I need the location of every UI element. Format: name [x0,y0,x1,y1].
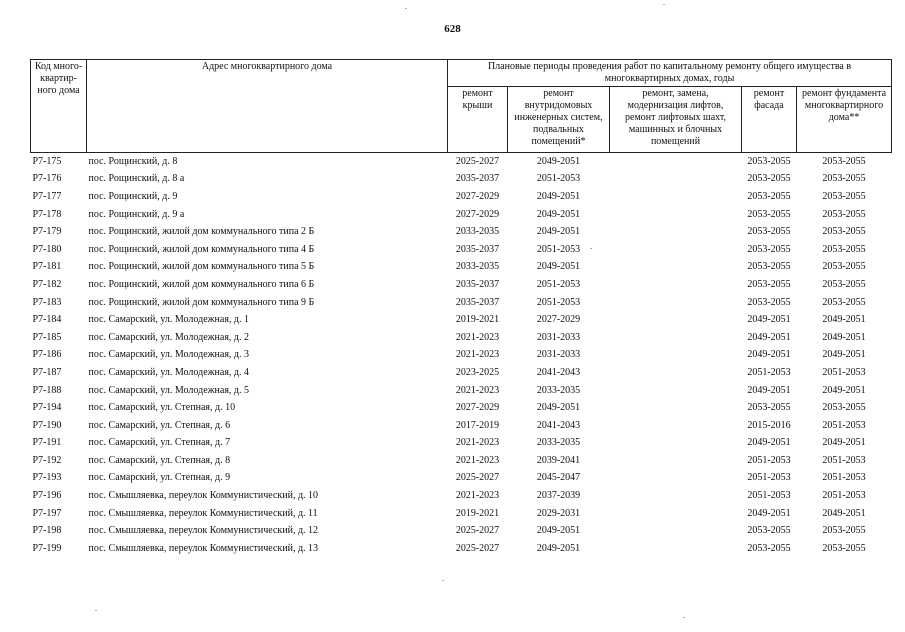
cell-address: пос. Рощинский, д. 8 [88,155,178,167]
table-row [31,171,892,189]
cell-code: Р7-180 [32,243,62,255]
cell-address: пос. Самарский, ул. Молодежная, д. 3 [88,349,250,361]
cell-foundation: 2049-2051 [822,349,866,361]
cell-facade: 2053-2055 [747,226,791,238]
cell-elevators [610,470,742,488]
cell-roof: 2021-2023 [455,349,500,361]
cell-address: пос. Рощинский, д. 8 а [88,173,185,185]
cell-foundation: 2053-2055 [822,226,866,238]
cell-elevators [610,435,742,453]
table-row [31,417,892,435]
cell-elevators [610,399,742,417]
cell-code: Р7-184 [32,314,62,326]
cell-foundation: 2053-2055 [822,173,866,185]
cell-address: пос. Самарский, ул. Молодежная, д. 4 [88,366,250,378]
cell-address: пос. Рощинский, д. 9 а [88,208,185,220]
cell-code: Р7-188 [32,384,62,396]
table-row [31,153,892,171]
cell-engineering: 2051-2053 [536,173,581,185]
cell-facade: 2049-2051 [747,384,791,396]
cell-address: пос. Рощинский, жилой дом коммунального типа 6 Б [88,278,315,290]
table-row [31,364,892,382]
cell-address: пос. Самарский, ул. Молодежная, д. 2 [88,331,250,343]
cell-foundation: 2053-2055 [822,278,866,290]
cell-elevators [610,364,742,382]
table-row [31,382,892,400]
cell-elevators [610,452,742,470]
cell-foundation: 2049-2051 [822,507,866,519]
cell-engineering: 2031-2033 [536,331,581,343]
scan-speck [442,580,444,581]
table-row [31,241,892,259]
cell-address: пос. Рощинский, жилой дом коммунального типа 9 Б [88,296,315,308]
cell-facade: 2053-2055 [747,525,791,537]
table-row [31,540,892,558]
cell-elevators [610,382,742,400]
cell-engineering: 2037-2039 [536,490,581,502]
cell-engineering: 2049-2051 [536,190,581,202]
cell-roof: 2021-2023 [455,331,500,343]
cell-address: пос. Рощинский, жилой дом коммунального типа 5 Б [88,261,315,273]
cell-engineering: 2031-2033 [536,349,581,361]
cell-roof: 2025-2027 [455,542,500,554]
cell-foundation: 2049-2051 [822,331,866,343]
header-engineering: ремонт внутридомовых инженерных систем, подвальных помещений* [508,87,610,153]
header-address: Адрес многоквартирного дома [87,60,448,153]
cell-elevators [610,487,742,505]
cell-facade: 2049-2051 [747,507,791,519]
cell-engineering: 2049-2051 [536,155,581,167]
cell-elevators [610,294,742,312]
cell-engineering: 2049-2051 [536,525,581,537]
cell-engineering: 2033-2035 [536,384,581,396]
cell-engineering: 2049-2051 [536,542,581,554]
cell-elevators [610,347,742,365]
cell-engineering: 2051-2053 [536,243,581,255]
cell-foundation: 2053-2055 [822,542,866,554]
cell-engineering: 2041-2043 [536,366,581,378]
cell-roof: 2033-2035 [455,261,500,273]
cell-facade: 2015-2016 [747,419,791,431]
cell-facade: 2051-2053 [747,472,791,484]
cell-address: пос. Смышляевка, переулок Коммунистический, д. 11 [88,507,318,519]
cell-code: Р7-199 [32,542,62,554]
cell-roof: 2023-2025 [455,366,500,378]
cell-address: пос. Смышляевка, переулок Коммунистический, д. 10 [88,490,319,502]
cell-elevators [610,259,742,277]
table-row [31,294,892,312]
cell-elevators [610,171,742,189]
cell-foundation: 2049-2051 [822,314,866,326]
cell-elevators [610,223,742,241]
table-row [31,470,892,488]
cell-engineering: 2051-2053 [536,296,581,308]
cell-roof: 2021-2023 [455,490,500,502]
cell-foundation: 2053-2055 [822,525,866,537]
cell-facade: 2053-2055 [747,296,791,308]
cell-address: пос. Рощинский, жилой дом коммунального типа 2 Б [88,226,315,238]
scan-speck [95,610,97,611]
cell-facade: 2053-2055 [747,208,791,220]
cell-facade: 2051-2053 [747,490,791,502]
cell-code: Р7-175 [32,155,62,167]
cell-facade: 2051-2053 [747,454,791,466]
cell-address: пос. Самарский, ул. Степная, д. 8 [88,454,231,466]
cell-foundation: 2049-2051 [822,437,866,449]
cell-engineering: 2049-2051 [536,208,581,220]
cell-roof: 2027-2029 [455,402,500,414]
cell-facade: 2053-2055 [747,278,791,290]
cell-code: Р7-190 [32,419,62,431]
cell-address: пос. Смышляевка, переулок Коммунистический, д. 13 [88,542,319,554]
table-row [31,347,892,365]
scan-speck [683,617,685,618]
cell-address: пос. Рощинский, д. 9 [88,190,178,202]
cell-elevators [610,329,742,347]
cell-roof: 2019-2021 [455,314,500,326]
scan-speck [590,248,592,249]
cell-foundation: 2051-2053 [822,419,866,431]
table-row [31,311,892,329]
cell-code: Р7-183 [32,296,62,308]
cell-address: пос. Рощинский, жилой дом коммунального типа 4 Б [88,243,315,255]
cell-roof: 2025-2027 [455,525,500,537]
cell-foundation: 2051-2053 [822,490,866,502]
cell-facade: 2053-2055 [747,261,791,273]
cell-address: пос. Самарский, ул. Степная, д. 10 [88,402,236,414]
cell-engineering: 2045-2047 [536,472,581,484]
table-body [31,153,892,558]
cell-engineering: 2049-2051 [536,226,581,238]
cell-foundation: 2051-2053 [822,472,866,484]
cell-facade: 2049-2051 [747,314,791,326]
cell-code: Р7-177 [32,190,62,202]
cell-elevators [610,505,742,523]
cell-engineering: 2051-2053 [536,278,581,290]
cell-engineering: 2039-2041 [536,454,581,466]
cell-facade: 2053-2055 [747,402,791,414]
cell-engineering: 2033-2035 [536,437,581,449]
cell-facade: 2051-2053 [747,366,791,378]
table-row [31,188,892,206]
cell-code: Р7-197 [32,507,62,519]
table-row [31,329,892,347]
cell-roof: 2035-2037 [455,243,500,255]
cell-roof: 2021-2023 [455,437,500,449]
header-code: Код много-квартир-ного дома [31,60,87,153]
cell-roof: 2033-2035 [455,226,500,238]
cell-code: Р7-193 [32,472,62,484]
header-elevators: ремонт, замена, модернизация лифтов, ремонт лифтовых шахт, машинных и блочных помещений [610,87,742,153]
cell-foundation: 2053-2055 [822,243,866,255]
scan-speck [663,4,665,5]
cell-elevators [610,417,742,435]
table-row [31,399,892,417]
cell-code: Р7-194 [32,402,62,414]
cell-engineering: 2049-2051 [536,402,581,414]
cell-facade: 2049-2051 [747,331,791,343]
scan-speck [405,8,407,9]
cell-code: Р7-178 [32,208,62,220]
header-row-top [31,60,892,87]
table-row [31,487,892,505]
cell-foundation: 2051-2053 [822,454,866,466]
cell-foundation: 2053-2055 [822,296,866,308]
cell-code: Р7-176 [32,173,62,185]
cell-code: Р7-181 [32,261,62,273]
cell-code: Р7-179 [32,226,62,238]
cell-code: Р7-186 [32,349,62,361]
cell-code: Р7-198 [32,525,62,537]
cell-foundation: 2053-2055 [822,261,866,273]
cell-facade: 2053-2055 [747,173,791,185]
cell-elevators [610,276,742,294]
cell-code: Р7-182 [32,278,62,290]
cell-roof: 2025-2027 [455,472,500,484]
cell-code: Р7-196 [32,490,62,502]
cell-address: пос. Самарский, ул. Степная, д. 6 [88,419,231,431]
table-row [31,452,892,470]
cell-elevators [610,311,742,329]
cell-facade: 2049-2051 [747,437,791,449]
cell-roof: 2035-2037 [455,173,500,185]
cell-engineering: 2029-2031 [536,507,581,519]
cell-roof: 2027-2029 [455,190,500,202]
table-row [31,223,892,241]
cell-roof: 2021-2023 [455,384,500,396]
page-number: 628 [444,23,461,35]
cell-code: Р7-191 [32,437,62,449]
cell-roof: 2019-2021 [455,507,500,519]
cell-elevators [610,540,742,558]
header-foundation: ремонт фундамента многоквартирного дома** [797,87,892,153]
cell-roof: 2027-2029 [455,208,500,220]
table-row [31,276,892,294]
cell-roof: 2021-2023 [455,454,500,466]
cell-facade: 2053-2055 [747,243,791,255]
header-roof: ремонт крыши [448,87,508,153]
cell-address: пос. Самарский, ул. Молодежная, д. 5 [88,384,250,396]
header-periods-group: Плановые периоды проведения работ по капитальному ремонту общего имущества в многоквартирных домах, годы [448,60,892,87]
cell-address: пос. Самарский, ул. Степная, д. 9 [88,472,231,484]
cell-elevators [610,206,742,224]
cell-foundation: 2049-2051 [822,384,866,396]
table-row [31,206,892,224]
cell-foundation: 2053-2055 [822,155,866,167]
cell-engineering: 2049-2051 [536,261,581,273]
cell-address: пос. Самарский, ул. Степная, д. 7 [88,437,231,449]
cell-roof: 2035-2037 [455,296,500,308]
table-row [31,522,892,540]
header-facade: ремонт фасада [742,87,797,153]
cell-code: Р7-187 [32,366,62,378]
cell-foundation: 2053-2055 [822,190,866,202]
cell-foundation: 2053-2055 [822,208,866,220]
cell-code: Р7-185 [32,331,62,343]
cell-roof: 2035-2037 [455,278,500,290]
table-row [31,435,892,453]
cell-roof: 2017-2019 [455,419,500,431]
cell-facade: 2053-2055 [747,190,791,202]
cell-facade: 2049-2051 [747,349,791,361]
table-row [31,259,892,277]
cell-facade: 2053-2055 [747,155,791,167]
cell-elevators [610,241,742,259]
cell-elevators [610,153,742,171]
cell-elevators [610,522,742,540]
cell-code: Р7-192 [32,454,62,466]
capital-repair-schedule-table [30,59,892,558]
cell-foundation: 2051-2053 [822,366,866,378]
cell-roof: 2025-2027 [455,155,500,167]
table-row [31,505,892,523]
cell-elevators [610,188,742,206]
cell-engineering: 2041-2043 [536,419,581,431]
cell-foundation: 2053-2055 [822,402,866,414]
cell-address: пос. Смышляевка, переулок Коммунистический, д. 12 [88,525,319,537]
cell-engineering: 2027-2029 [536,314,581,326]
cell-facade: 2053-2055 [747,542,791,554]
cell-address: пос. Самарский, ул. Молодежная, д. 1 [88,314,250,326]
